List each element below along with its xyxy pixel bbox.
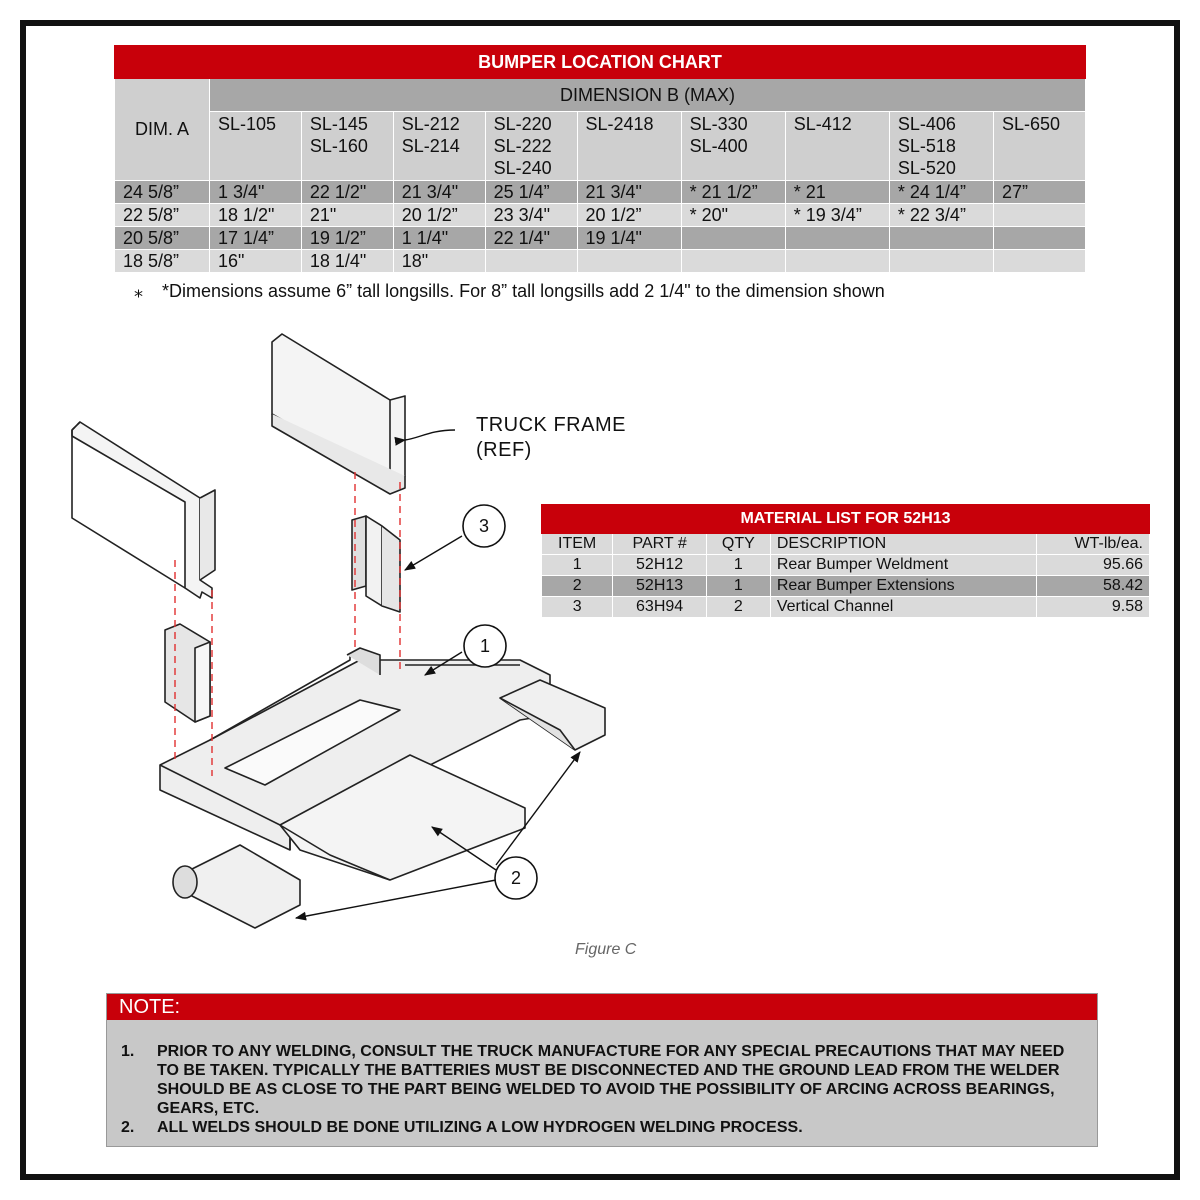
note-number: 2. bbox=[121, 1119, 135, 1136]
dim-b-cell bbox=[577, 250, 681, 273]
frame-leader-line bbox=[405, 430, 455, 440]
table-cell: Vertical Channel bbox=[770, 597, 1036, 618]
table-row bbox=[542, 555, 1150, 576]
dim-b-header: DIMENSION B (MAX) bbox=[210, 79, 1086, 112]
dim-b-cell: 22 1/4" bbox=[485, 227, 577, 250]
note-box bbox=[106, 993, 1098, 1147]
table-row bbox=[542, 576, 1150, 597]
model-name: SL-105 bbox=[218, 114, 277, 134]
model-header bbox=[577, 112, 681, 181]
dim-b-cell: 1 3/4" bbox=[210, 181, 302, 204]
table-cell: 95.66 bbox=[1036, 555, 1149, 576]
material-list-title: MATERIAL LIST FOR 52H13 bbox=[542, 505, 1150, 534]
model-name: SL-160 bbox=[309, 136, 368, 156]
model-header-row bbox=[115, 112, 1086, 181]
model-name: SL-222 bbox=[493, 136, 552, 156]
table-cell: 1 bbox=[542, 555, 613, 576]
chart-footnote bbox=[134, 281, 885, 302]
model-header bbox=[785, 112, 889, 181]
dim-b-cell: 18 1/2" bbox=[210, 204, 302, 227]
truck-frame-callout bbox=[476, 413, 626, 463]
dim-b-cell: 18" bbox=[393, 250, 485, 273]
table-row bbox=[115, 227, 1086, 250]
table-cell: 2 bbox=[542, 576, 613, 597]
model-header bbox=[485, 112, 577, 181]
dim-b-cell bbox=[681, 227, 785, 250]
dim-b-cell: 21 3/4" bbox=[393, 181, 485, 204]
model-header bbox=[393, 112, 485, 181]
dim-b-cell: * 24 1/4” bbox=[889, 181, 993, 204]
column-header: PART # bbox=[613, 534, 707, 555]
dim-a-header: DIM. A bbox=[115, 79, 210, 181]
dim-a-cell: 22 5/8” bbox=[115, 204, 210, 227]
table-cell: 9.58 bbox=[1036, 597, 1149, 618]
table-cell: 2 bbox=[706, 597, 770, 618]
column-header: QTY bbox=[706, 534, 770, 555]
table-cell: 1 bbox=[706, 576, 770, 597]
vertical-channel-upper bbox=[352, 516, 400, 612]
note-item bbox=[107, 1118, 1097, 1137]
dim-b-cell: 20 1/2” bbox=[393, 204, 485, 227]
model-name: SL-220 bbox=[493, 114, 552, 134]
balloon-3-label: 3 bbox=[478, 516, 490, 536]
footnote-asterisk: ⁎ bbox=[134, 281, 143, 301]
dim-b-cell: 23 3/4" bbox=[485, 204, 577, 227]
table-cell: 63H94 bbox=[613, 597, 707, 618]
model-name: SL-518 bbox=[897, 136, 956, 156]
material-list-header-row bbox=[542, 534, 1150, 555]
column-header: DESCRIPTION bbox=[770, 534, 1036, 555]
note-list bbox=[107, 1020, 1097, 1137]
dim-b-cell bbox=[785, 250, 889, 273]
dim-b-cell bbox=[785, 227, 889, 250]
dim-b-cell: 19 1/2” bbox=[301, 227, 393, 250]
bumper-location-chart bbox=[114, 45, 1086, 273]
note-text: PRIOR TO ANY WELDING, CONSULT THE TRUCK MANUFACTURE FOR ANY SPECIAL PRECAUTIONS THAT MAY NEED TO BE TAKEN. TYPICALLY THE BATTERIES MUST BE DISCONNECTED AND THE GROUND LEAD FROM THE WELDER SHOULD BE AS CLOSE TO THE PART BEING WELDED TO AVOID THE POSSIBILITY OF ARCING ACROSS BEARINGS, GEARS, ETC. bbox=[157, 1043, 1065, 1117]
model-header bbox=[301, 112, 393, 181]
dim-b-cell: 21 3/4" bbox=[577, 181, 681, 204]
table-cell: 52H12 bbox=[613, 555, 707, 576]
balloon-3-leader bbox=[405, 536, 462, 570]
table-row bbox=[115, 204, 1086, 227]
dim-b-cell: 19 1/4" bbox=[577, 227, 681, 250]
model-name: SL-240 bbox=[493, 158, 552, 178]
model-name: SL-212 bbox=[401, 114, 460, 134]
model-name: SL-520 bbox=[897, 158, 956, 178]
model-name: SL-400 bbox=[689, 136, 748, 156]
truck-frame-right bbox=[272, 334, 405, 494]
dim-b-cell: 18 1/4" bbox=[301, 250, 393, 273]
model-name: SL-412 bbox=[793, 114, 852, 134]
dim-b-cell: 20 1/2” bbox=[577, 204, 681, 227]
table-cell: Rear Bumper Extensions bbox=[770, 576, 1036, 597]
table-cell: 52H13 bbox=[613, 576, 707, 597]
dim-b-cell: * 20" bbox=[681, 204, 785, 227]
dim-b-cell: 16" bbox=[210, 250, 302, 273]
table-cell: 3 bbox=[542, 597, 613, 618]
truck-frame-left bbox=[72, 422, 215, 598]
model-name: SL-145 bbox=[309, 114, 368, 134]
model-name: SL-406 bbox=[897, 114, 956, 134]
dim-b-cell: * 21 1/2” bbox=[681, 181, 785, 204]
dim-a-cell: 18 5/8” bbox=[115, 250, 210, 273]
balloon-2-leader-c bbox=[296, 880, 496, 918]
table-row bbox=[542, 597, 1150, 618]
dim-a-cell: 24 5/8” bbox=[115, 181, 210, 204]
model-name: SL-650 bbox=[1002, 114, 1061, 134]
dim-b-cell bbox=[994, 227, 1086, 250]
dim-b-cell: * 21 bbox=[785, 181, 889, 204]
figure-caption: Figure C bbox=[575, 941, 637, 958]
column-header: ITEM bbox=[542, 534, 613, 555]
model-name: SL-214 bbox=[401, 136, 460, 156]
dim-a-cell: 20 5/8” bbox=[115, 227, 210, 250]
dim-b-cell bbox=[889, 227, 993, 250]
dim-b-cell: * 19 3/4” bbox=[785, 204, 889, 227]
note-heading: NOTE: bbox=[107, 994, 1097, 1020]
table-cell: Rear Bumper Weldment bbox=[770, 555, 1036, 576]
table-cell: 58.42 bbox=[1036, 576, 1149, 597]
model-header bbox=[210, 112, 302, 181]
note-number: 1. bbox=[121, 1043, 135, 1060]
model-header bbox=[889, 112, 993, 181]
column-header: WT-lb/ea. bbox=[1036, 534, 1149, 555]
dim-b-cell bbox=[485, 250, 577, 273]
balloon-2-label: 2 bbox=[510, 868, 522, 888]
dim-b-cell: * 22 3/4” bbox=[889, 204, 993, 227]
model-header bbox=[994, 112, 1086, 181]
table-row bbox=[115, 250, 1086, 273]
bumper-chart-title: BUMPER LOCATION CHART bbox=[115, 46, 1086, 79]
footnote-text: *Dimensions assume 6” tall longsills. For 8” tall longsills add 2 1/4" to the dimension shown bbox=[162, 281, 885, 301]
dim-b-cell bbox=[889, 250, 993, 273]
balloon-1-label: 1 bbox=[479, 636, 491, 656]
dim-b-cell: 17 1/4” bbox=[210, 227, 302, 250]
table-row bbox=[115, 181, 1086, 204]
dim-b-cell: 25 1/4” bbox=[485, 181, 577, 204]
truck-frame-callout-line2: (REF) bbox=[476, 439, 532, 461]
note-item bbox=[107, 1042, 1097, 1118]
table-cell: 1 bbox=[706, 555, 770, 576]
truck-frame-callout-line1: TRUCK FRAME bbox=[476, 414, 626, 436]
bumper-assembly-diagram bbox=[60, 330, 660, 930]
model-name: SL-330 bbox=[689, 114, 748, 134]
bumper-extension-left bbox=[173, 845, 300, 928]
model-header bbox=[681, 112, 785, 181]
dim-b-cell bbox=[994, 204, 1086, 227]
vertical-channel-lower bbox=[165, 624, 210, 722]
material-list-table bbox=[541, 504, 1150, 618]
dim-b-cell bbox=[994, 250, 1086, 273]
dim-b-cell: 27” bbox=[994, 181, 1086, 204]
dim-b-cell bbox=[681, 250, 785, 273]
model-name: SL-2418 bbox=[585, 114, 654, 134]
dim-b-cell: 1 1/4" bbox=[393, 227, 485, 250]
dim-b-cell: 22 1/2" bbox=[301, 181, 393, 204]
note-text: ALL WELDS SHOULD BE DONE UTILIZING A LOW HYDROGEN WELDING PROCESS. bbox=[157, 1119, 803, 1136]
dim-b-cell: 21" bbox=[301, 204, 393, 227]
